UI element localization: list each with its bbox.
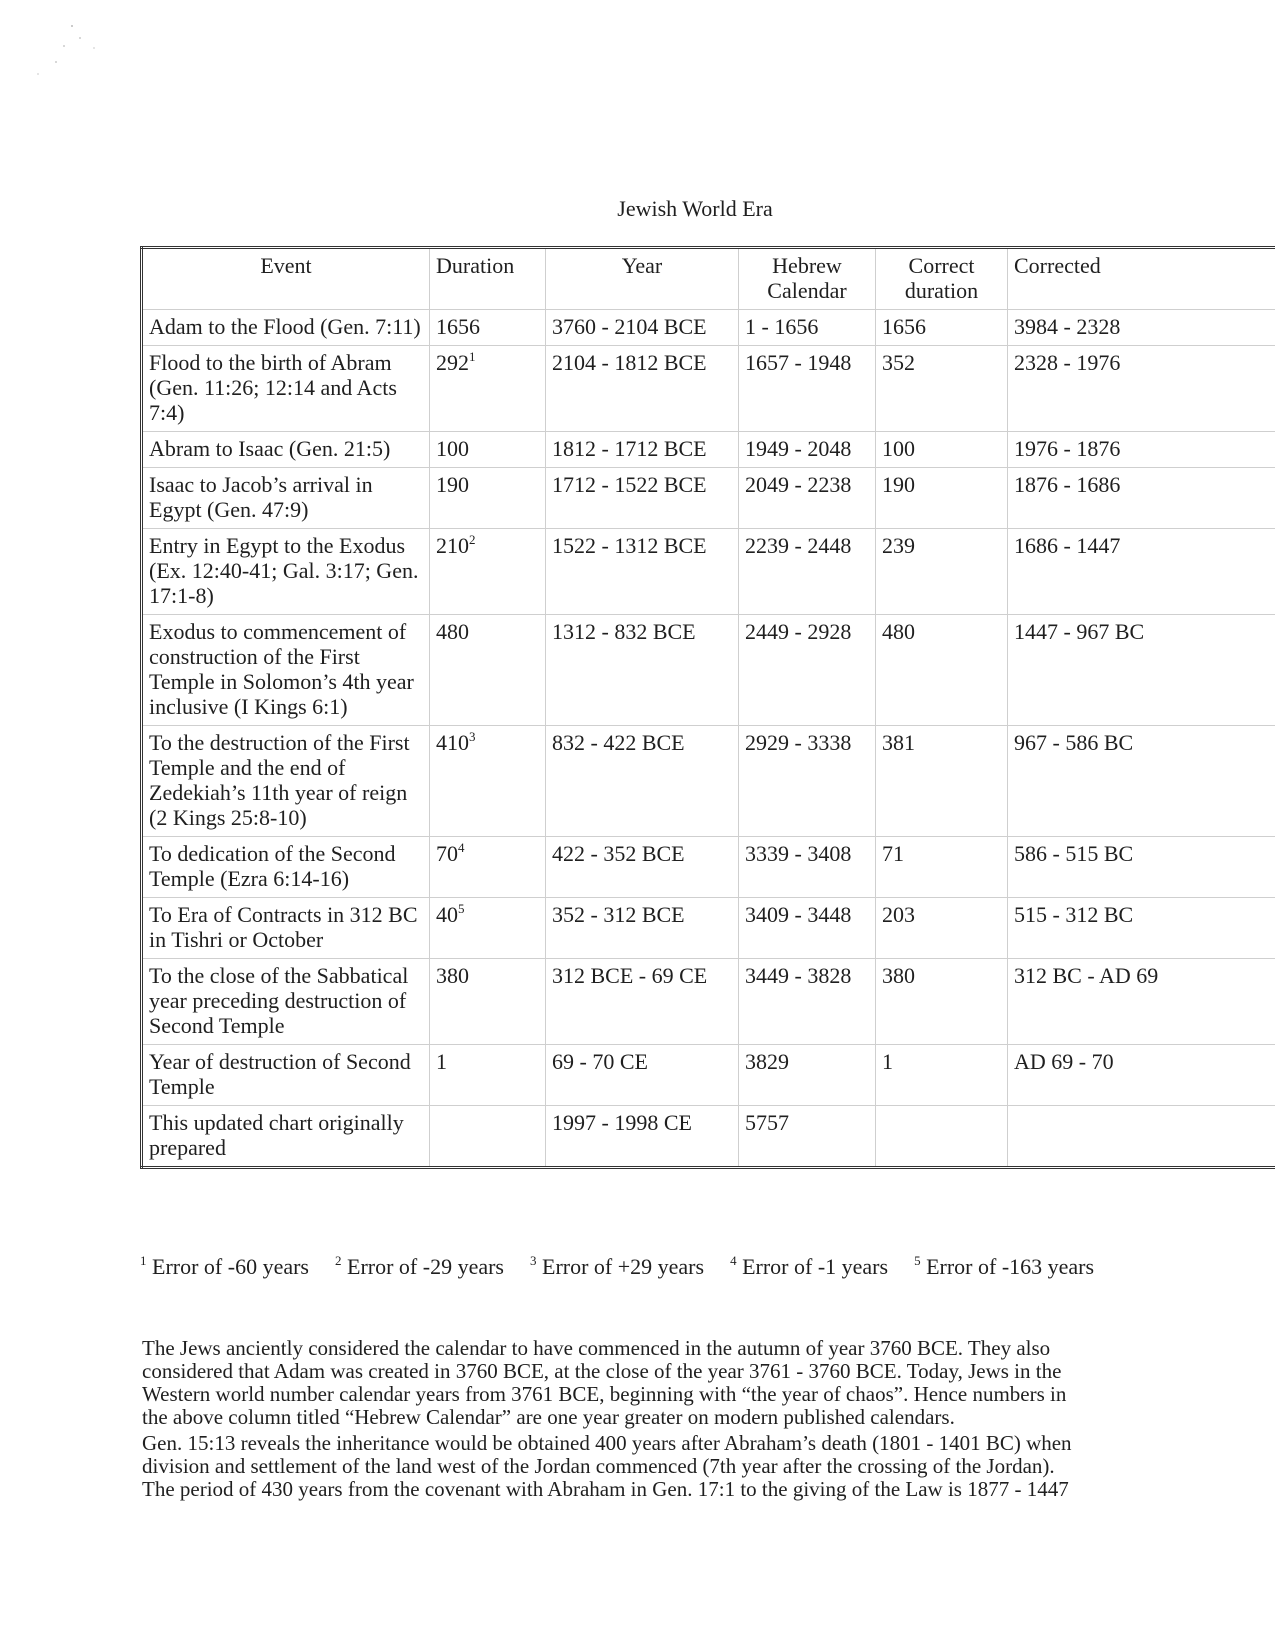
cell-year (546, 837, 739, 898)
page-title: Jewish World Era (617, 196, 773, 221)
paragraph-line: considered that Adam was created in 3760 BCE, at the close of the year 3761 - 3760 BCE. Today, Jews in the (142, 1359, 1062, 1383)
cell-duration-text: 292 (436, 350, 469, 375)
cell-corrected-text: AD 69 - 70 (1014, 1049, 1114, 1074)
table-row (142, 726, 1275, 837)
cell-duration (430, 726, 546, 837)
cell-hebrew-calendar-text: 3339 - 3408 (745, 841, 852, 866)
table-header-row (142, 248, 1275, 310)
cell-event-text: Isaac to Jacob’s arrival in Egypt (Gen. 47:9) (149, 472, 373, 522)
cell-correct-duration-text: 352 (882, 350, 915, 375)
table-body (142, 310, 1275, 1168)
cell-year (546, 615, 739, 726)
cell-duration (430, 1045, 546, 1106)
table-row (142, 529, 1275, 615)
cell-correct-duration (876, 1045, 1008, 1106)
cell-correct-duration-text: 239 (882, 533, 915, 558)
paragraph-line: The Jews anciently considered the calendar to have commenced in the autumn of year 3760 BCE. They also (142, 1337, 1051, 1360)
cell-correct-duration-text: 100 (882, 436, 915, 461)
cell-duration-text: 100 (436, 436, 469, 461)
cell-corrected (1008, 346, 1275, 432)
cell-corrected (1008, 1045, 1275, 1106)
cell-year (546, 1045, 739, 1106)
cell-hebrew-calendar (739, 432, 876, 468)
footnote-item (140, 1254, 309, 1279)
paragraph-calendar-commencement (142, 1337, 1275, 1429)
paragraph-line: Gen. 15:13 reveals the inheritance would be obtained 400 years after Abraham’s death (1801 - 1401 BC) when (142, 1432, 1072, 1455)
cell-hebrew-calendar-text: 3409 - 3448 (745, 902, 852, 927)
cell-duration (430, 959, 546, 1045)
footnote-text: Error of -163 years (926, 1254, 1095, 1279)
cell-duration (430, 432, 546, 468)
cell-event (142, 310, 430, 346)
cell-event-text: This updated chart originally prepared (149, 1110, 404, 1160)
cell-event (142, 1106, 430, 1168)
cell-corrected-text: 586 - 515 BC (1014, 841, 1134, 866)
header-event: Event (142, 248, 430, 310)
cell-correct-duration-text: 1656 (882, 314, 926, 339)
cell-year-text: 2104 - 1812 BCE (552, 350, 707, 375)
table-row (142, 432, 1275, 468)
cell-corrected-text: 967 - 586 BC (1014, 730, 1134, 755)
cell-duration-text: 480 (436, 619, 469, 644)
footnote-marker: 2 (469, 532, 476, 547)
cell-hebrew-calendar (739, 468, 876, 529)
cell-hebrew-calendar (739, 959, 876, 1045)
cell-corrected (1008, 898, 1275, 959)
cell-correct-duration-text: 203 (882, 902, 915, 927)
cell-corrected (1008, 468, 1275, 529)
cell-hebrew-calendar (739, 1045, 876, 1106)
cell-year-text: 1712 - 1522 BCE (552, 472, 707, 497)
cell-event (142, 837, 430, 898)
cell-corrected (1008, 310, 1275, 346)
cell-corrected-text: 1976 - 1876 (1014, 436, 1121, 461)
cell-corrected-text: 312 BC - AD 69 (1014, 963, 1159, 988)
cell-correct-duration-text: 71 (882, 841, 904, 866)
footnote-number: 4 (730, 1254, 737, 1268)
cell-event (142, 432, 430, 468)
cell-event (142, 898, 430, 959)
cell-duration (430, 837, 546, 898)
cell-duration-text: 410 (436, 730, 469, 755)
cell-year-text: 3760 - 2104 BCE (552, 314, 707, 339)
cell-year-text: 69 - 70 CE (552, 1049, 648, 1074)
cell-hebrew-calendar-text: 3449 - 3828 (745, 963, 852, 988)
cell-event-text: To the destruction of the First Temple and the end of Zedekiah’s 11th year of reign (2 Kings 25:8-10) (149, 730, 410, 830)
cell-corrected (1008, 1106, 1275, 1168)
cell-correct-duration-text: 1 (882, 1049, 893, 1074)
cell-hebrew-calendar-text: 3829 (745, 1049, 789, 1074)
cell-year (546, 468, 739, 529)
cell-event-text: To the close of the Sabbatical year preceding destruction of Second Temple (149, 963, 409, 1038)
cell-hebrew-calendar (739, 615, 876, 726)
cell-hebrew-calendar-text: 1949 - 2048 (745, 436, 852, 461)
footnotes (140, 1254, 1275, 1284)
cell-duration-text: 380 (436, 963, 469, 988)
cell-duration-text: 1 (436, 1049, 447, 1074)
cell-event (142, 346, 430, 432)
cell-correct-duration (876, 726, 1008, 837)
cell-duration-text: 210 (436, 533, 469, 558)
cell-correct-duration (876, 898, 1008, 959)
cell-year (546, 726, 739, 837)
paragraph-inheritance (142, 1432, 1275, 1502)
cell-year (546, 1106, 739, 1168)
paragraph-line: division and settlement of the land west of the Jordan commenced (7th year after the crossing of the Jordan). (142, 1454, 1055, 1478)
cell-event (142, 726, 430, 837)
footnote-item (335, 1254, 504, 1279)
cell-hebrew-calendar (739, 529, 876, 615)
footnote-marker: 1 (469, 349, 476, 364)
table-row (142, 837, 1275, 898)
cell-year-text: 1312 - 832 BCE (552, 619, 696, 644)
header-correct-line2: duration (904, 278, 979, 303)
cell-correct-duration-text: 380 (882, 963, 915, 988)
cell-event (142, 468, 430, 529)
footnote-text: Error of -1 years (742, 1254, 889, 1279)
paragraph-line: The period of 430 years from the covenant with Abraham in Gen. 17:1 to the giving of the Law is 1877 - 1447 (142, 1477, 1069, 1501)
cell-hebrew-calendar-text: 5757 (745, 1110, 789, 1135)
cell-corrected (1008, 529, 1275, 615)
era-table (140, 246, 1275, 1169)
header-correct-line1: Correct (908, 253, 975, 278)
cell-event (142, 959, 430, 1045)
cell-correct-duration-text: 480 (882, 619, 915, 644)
cell-corrected-text: 3984 - 2328 (1014, 314, 1121, 339)
cell-duration (430, 1106, 546, 1168)
cell-year-text: 1812 - 1712 BCE (552, 436, 707, 461)
paragraph-line: Western world number calendar years from 3761 BCE, beginning with “the year of chaos”. Hence numbers in (142, 1382, 1067, 1406)
cell-duration-text: 1656 (436, 314, 480, 339)
table-row (142, 898, 1275, 959)
cell-duration-text: 40 (436, 902, 458, 927)
cell-duration (430, 346, 546, 432)
cell-year-text: 312 BCE - 69 CE (552, 963, 708, 988)
cell-corrected (1008, 837, 1275, 898)
cell-duration (430, 898, 546, 959)
table-row (142, 346, 1275, 432)
table-row (142, 1106, 1275, 1168)
footnote-text: Error of -29 years (347, 1254, 504, 1279)
header-hebrew-line2: Calendar (767, 278, 847, 303)
footnote-number: 2 (335, 1254, 342, 1268)
footnote-text: Error of +29 years (542, 1254, 705, 1279)
cell-corrected-text: 1876 - 1686 (1014, 472, 1121, 497)
cell-hebrew-calendar-text: 2049 - 2238 (745, 472, 852, 497)
cell-corrected-text: 515 - 312 BC (1014, 902, 1134, 927)
cell-event (142, 615, 430, 726)
cell-correct-duration (876, 959, 1008, 1045)
cell-event-text: Exodus to commencement of construction of the First Temple in Solomon’s 4th year inclusive (I Kings 6:1) (149, 619, 414, 719)
cell-year-text: 1522 - 1312 BCE (552, 533, 707, 558)
cell-year (546, 432, 739, 468)
cell-duration-text: 190 (436, 472, 469, 497)
cell-corrected (1008, 615, 1275, 726)
cell-year (546, 898, 739, 959)
header-hebrew-calendar (739, 248, 876, 310)
cell-event (142, 1045, 430, 1106)
footnote-marker: 3 (469, 729, 476, 744)
cell-year (546, 310, 739, 346)
cell-hebrew-calendar-text: 2929 - 3338 (745, 730, 852, 755)
cell-hebrew-calendar-text: 2449 - 2928 (745, 619, 852, 644)
footnote-number: 1 (140, 1254, 147, 1268)
cell-hebrew-calendar-text: 2239 - 2448 (745, 533, 852, 558)
cell-correct-duration-text: 190 (882, 472, 915, 497)
footnote-number: 5 (914, 1254, 921, 1268)
cell-correct-duration (876, 615, 1008, 726)
cell-correct-duration (876, 1106, 1008, 1168)
cell-event-text: Year of destruction of Second Temple (149, 1049, 411, 1099)
header-correct-duration (876, 248, 1008, 310)
cell-event-text: Flood to the birth of Abram (Gen. 11:26; 12:14 and Acts 7:4) (149, 350, 397, 425)
scan-speck-icon (20, 18, 110, 88)
cell-hebrew-calendar (739, 310, 876, 346)
footnote-item (530, 1254, 704, 1279)
cell-year (546, 529, 739, 615)
cell-corrected-text: 1447 - 967 BC (1014, 619, 1145, 644)
header-year: Year (546, 248, 739, 310)
footnote-marker: 4 (458, 840, 465, 855)
cell-corrected-text: 2328 - 1976 (1014, 350, 1121, 375)
cell-event (142, 529, 430, 615)
footnote-marker: 5 (458, 901, 465, 916)
cell-correct-duration (876, 346, 1008, 432)
cell-duration-text: 70 (436, 841, 458, 866)
footnote-text: Error of -60 years (152, 1254, 309, 1279)
cell-event-text: Abram to Isaac (Gen. 21:5) (149, 436, 391, 461)
cell-event-text: Adam to the Flood (Gen. 7:11) (149, 314, 421, 339)
cell-hebrew-calendar-text: 1657 - 1948 (745, 350, 852, 375)
cell-hebrew-calendar (739, 726, 876, 837)
cell-correct-duration (876, 529, 1008, 615)
cell-duration (430, 310, 546, 346)
cell-corrected (1008, 726, 1275, 837)
cell-correct-duration (876, 310, 1008, 346)
table-row (142, 615, 1275, 726)
cell-event-text: To dedication of the Second Temple (Ezra 6:14-16) (149, 841, 396, 891)
footnote-number: 3 (530, 1254, 537, 1268)
table-row (142, 468, 1275, 529)
header-hebrew-line1: Hebrew (772, 253, 842, 278)
cell-year-text: 352 - 312 BCE (552, 902, 685, 927)
header-duration: Duration (430, 248, 546, 310)
footnote-item (914, 1254, 1094, 1279)
cell-correct-duration (876, 468, 1008, 529)
cell-corrected (1008, 959, 1275, 1045)
cell-corrected-text: 1686 - 1447 (1014, 533, 1121, 558)
footnote-item (730, 1254, 888, 1279)
paragraph-line: the above column titled “Hebrew Calendar” are one year greater on modern published calendars. (142, 1405, 955, 1429)
cell-correct-duration (876, 837, 1008, 898)
header-corrected: Corrected (1008, 248, 1275, 310)
cell-event-text: To Era of Contracts in 312 BC in Tishri or October (149, 902, 418, 952)
cell-hebrew-calendar (739, 898, 876, 959)
cell-year-text: 1997 - 1998 CE (552, 1110, 692, 1135)
table-row (142, 1045, 1275, 1106)
cell-duration (430, 468, 546, 529)
cell-hebrew-calendar (739, 346, 876, 432)
cell-hebrew-calendar-text: 1 - 1656 (745, 314, 819, 339)
era-table-container (140, 246, 1275, 1169)
cell-year (546, 346, 739, 432)
cell-event-text: Entry in Egypt to the Exodus (Ex. 12:40-41; Gal. 3:17; Gen. 17:1-8) (149, 533, 419, 608)
cell-duration (430, 529, 546, 615)
cell-correct-duration (876, 432, 1008, 468)
cell-duration (430, 615, 546, 726)
table-row (142, 959, 1275, 1045)
cell-hebrew-calendar (739, 837, 876, 898)
cell-correct-duration-text: 381 (882, 730, 915, 755)
cell-corrected (1008, 432, 1275, 468)
cell-hebrew-calendar (739, 1106, 876, 1168)
cell-year (546, 959, 739, 1045)
cell-year-text: 832 - 422 BCE (552, 730, 685, 755)
table-row (142, 310, 1275, 346)
cell-year-text: 422 - 352 BCE (552, 841, 685, 866)
